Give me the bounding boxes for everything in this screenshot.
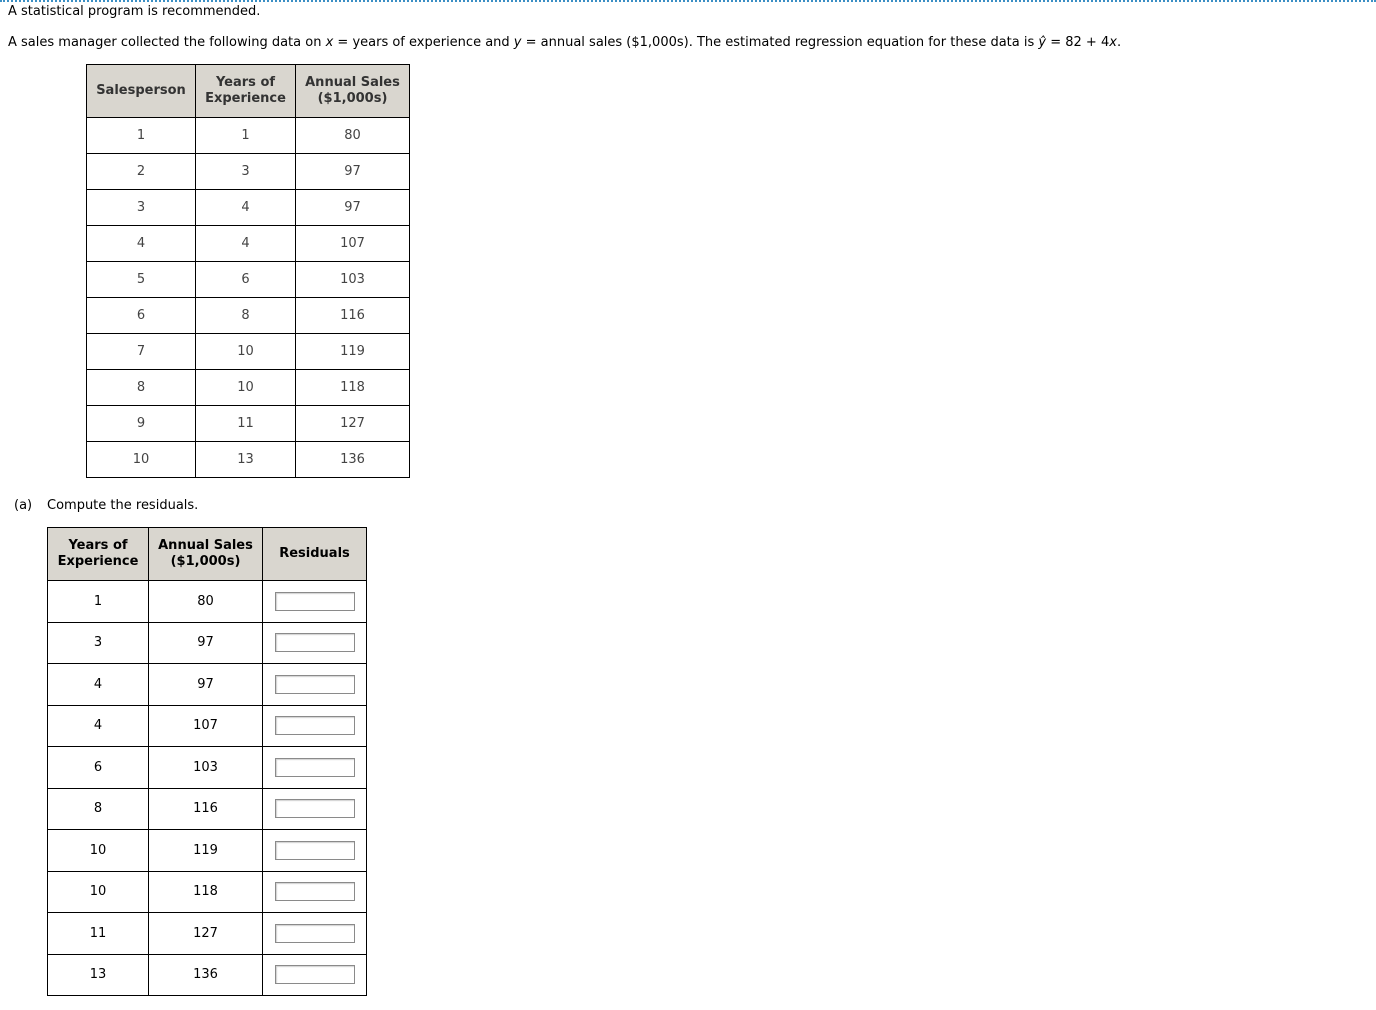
cell-sales: 136	[149, 954, 263, 996]
cell-years: 10	[48, 830, 149, 872]
cell-sales: 107	[296, 226, 410, 262]
intro-text-5: .	[1116, 35, 1122, 50]
sales-data-table	[86, 64, 410, 478]
cell-years: 4	[196, 226, 296, 262]
residual-input[interactable]	[275, 716, 355, 735]
table-row	[48, 871, 367, 913]
y-variable: y	[513, 35, 522, 50]
cell-years: 3	[196, 154, 296, 190]
cell-sales: 97	[296, 154, 410, 190]
part-a-prompt	[14, 498, 198, 513]
header-years-line2: Experience	[57, 554, 139, 569]
header-sales-line1: Annual Sales	[305, 75, 400, 90]
residual-input[interactable]	[275, 965, 355, 984]
cell-sales: 118	[296, 370, 410, 406]
intro-text-4: = 82 + 4	[1046, 35, 1110, 50]
cell-salesperson: 7	[87, 334, 196, 370]
residual-input[interactable]	[275, 882, 355, 901]
cell-residual	[263, 622, 367, 664]
y-hat-symbol: ŷ	[1038, 35, 1047, 50]
table-row	[48, 581, 367, 623]
header-annual-sales	[149, 528, 263, 581]
table-row	[87, 406, 410, 442]
cell-sales: 119	[149, 830, 263, 872]
cell-years: 4	[48, 664, 149, 706]
cell-sales: 118	[149, 871, 263, 913]
cell-years: 11	[196, 406, 296, 442]
table-row	[48, 830, 367, 872]
cell-years: 13	[196, 442, 296, 478]
table-row	[87, 442, 410, 478]
cell-salesperson: 9	[87, 406, 196, 442]
cell-sales: 127	[149, 913, 263, 955]
cell-sales: 127	[296, 406, 410, 442]
data-table-header-row	[87, 65, 410, 118]
cell-years: 6	[196, 262, 296, 298]
header-sales-line1: Annual Sales	[158, 538, 253, 553]
cell-sales: 116	[149, 788, 263, 830]
problem-statement	[8, 35, 1121, 50]
cell-salesperson: 5	[87, 262, 196, 298]
table-row	[87, 262, 410, 298]
table-row	[48, 954, 367, 996]
cell-salesperson: 6	[87, 298, 196, 334]
table-row	[48, 622, 367, 664]
cell-residual	[263, 913, 367, 955]
cell-sales: 80	[296, 118, 410, 154]
cell-salesperson: 4	[87, 226, 196, 262]
residuals-table	[47, 527, 367, 996]
cell-salesperson: 3	[87, 190, 196, 226]
cell-salesperson: 10	[87, 442, 196, 478]
cell-sales: 97	[149, 664, 263, 706]
residual-input[interactable]	[275, 924, 355, 943]
recommendation-note: A statistical program is recommended.	[8, 4, 261, 19]
table-row	[48, 788, 367, 830]
residual-input[interactable]	[275, 675, 355, 694]
header-years-line1: Years of	[68, 538, 128, 553]
cell-years: 10	[196, 334, 296, 370]
cell-residual	[263, 664, 367, 706]
cell-sales: 119	[296, 334, 410, 370]
x-variable-2: x	[1109, 35, 1117, 50]
table-row	[87, 154, 410, 190]
table-row	[48, 747, 367, 789]
cell-residual	[263, 581, 367, 623]
header-annual-sales	[296, 65, 410, 118]
table-row	[87, 334, 410, 370]
cell-residual	[263, 871, 367, 913]
cell-residual	[263, 788, 367, 830]
table-row	[48, 913, 367, 955]
table-row	[48, 705, 367, 747]
cell-years: 6	[48, 747, 149, 789]
cell-residual	[263, 705, 367, 747]
header-sales-line2: ($1,000s)	[317, 91, 388, 106]
table-row	[87, 370, 410, 406]
header-years-experience	[196, 65, 296, 118]
header-salesperson: Salesperson	[87, 65, 196, 118]
top-dotted-divider	[0, 0, 1376, 2]
intro-text-1: A sales manager collected the following data on	[8, 35, 326, 50]
cell-sales: 97	[149, 622, 263, 664]
cell-salesperson: 2	[87, 154, 196, 190]
header-years-line2: Experience	[205, 91, 286, 106]
cell-residual	[263, 747, 367, 789]
cell-years: 11	[48, 913, 149, 955]
cell-residual	[263, 954, 367, 996]
intro-text-3: = annual sales ($1,000s). The estimated regression equation for these data is	[521, 35, 1039, 50]
table-row	[48, 664, 367, 706]
cell-years: 1	[48, 581, 149, 623]
header-residuals: Residuals	[263, 528, 367, 581]
cell-years: 13	[48, 954, 149, 996]
residual-input[interactable]	[275, 799, 355, 818]
cell-salesperson: 8	[87, 370, 196, 406]
residual-input[interactable]	[275, 841, 355, 860]
cell-sales: 107	[149, 705, 263, 747]
cell-years: 4	[196, 190, 296, 226]
header-sales-line2: ($1,000s)	[170, 554, 241, 569]
cell-sales: 97	[296, 190, 410, 226]
residual-input[interactable]	[275, 758, 355, 777]
x-variable: x	[325, 35, 334, 50]
residuals-table-header-row	[48, 528, 367, 581]
table-row	[87, 298, 410, 334]
header-years-experience	[48, 528, 149, 581]
cell-years: 3	[48, 622, 149, 664]
cell-years: 1	[196, 118, 296, 154]
part-a-text: Compute the residuals.	[47, 498, 199, 513]
cell-years: 4	[48, 705, 149, 747]
header-years-line1: Years of	[215, 75, 276, 90]
cell-sales: 103	[149, 747, 263, 789]
residual-input[interactable]	[275, 592, 355, 611]
residual-input[interactable]	[275, 633, 355, 652]
table-row	[87, 226, 410, 262]
cell-salesperson: 1	[87, 118, 196, 154]
cell-residual	[263, 830, 367, 872]
table-row	[87, 118, 410, 154]
cell-sales: 103	[296, 262, 410, 298]
table-row	[87, 190, 410, 226]
cell-years: 10	[196, 370, 296, 406]
cell-years: 10	[48, 871, 149, 913]
cell-years: 8	[196, 298, 296, 334]
cell-years: 8	[48, 788, 149, 830]
cell-sales: 136	[296, 442, 410, 478]
cell-sales: 80	[149, 581, 263, 623]
intro-text-2: = years of experience and	[333, 35, 514, 50]
cell-sales: 116	[296, 298, 410, 334]
part-a-label: (a)	[14, 498, 33, 513]
